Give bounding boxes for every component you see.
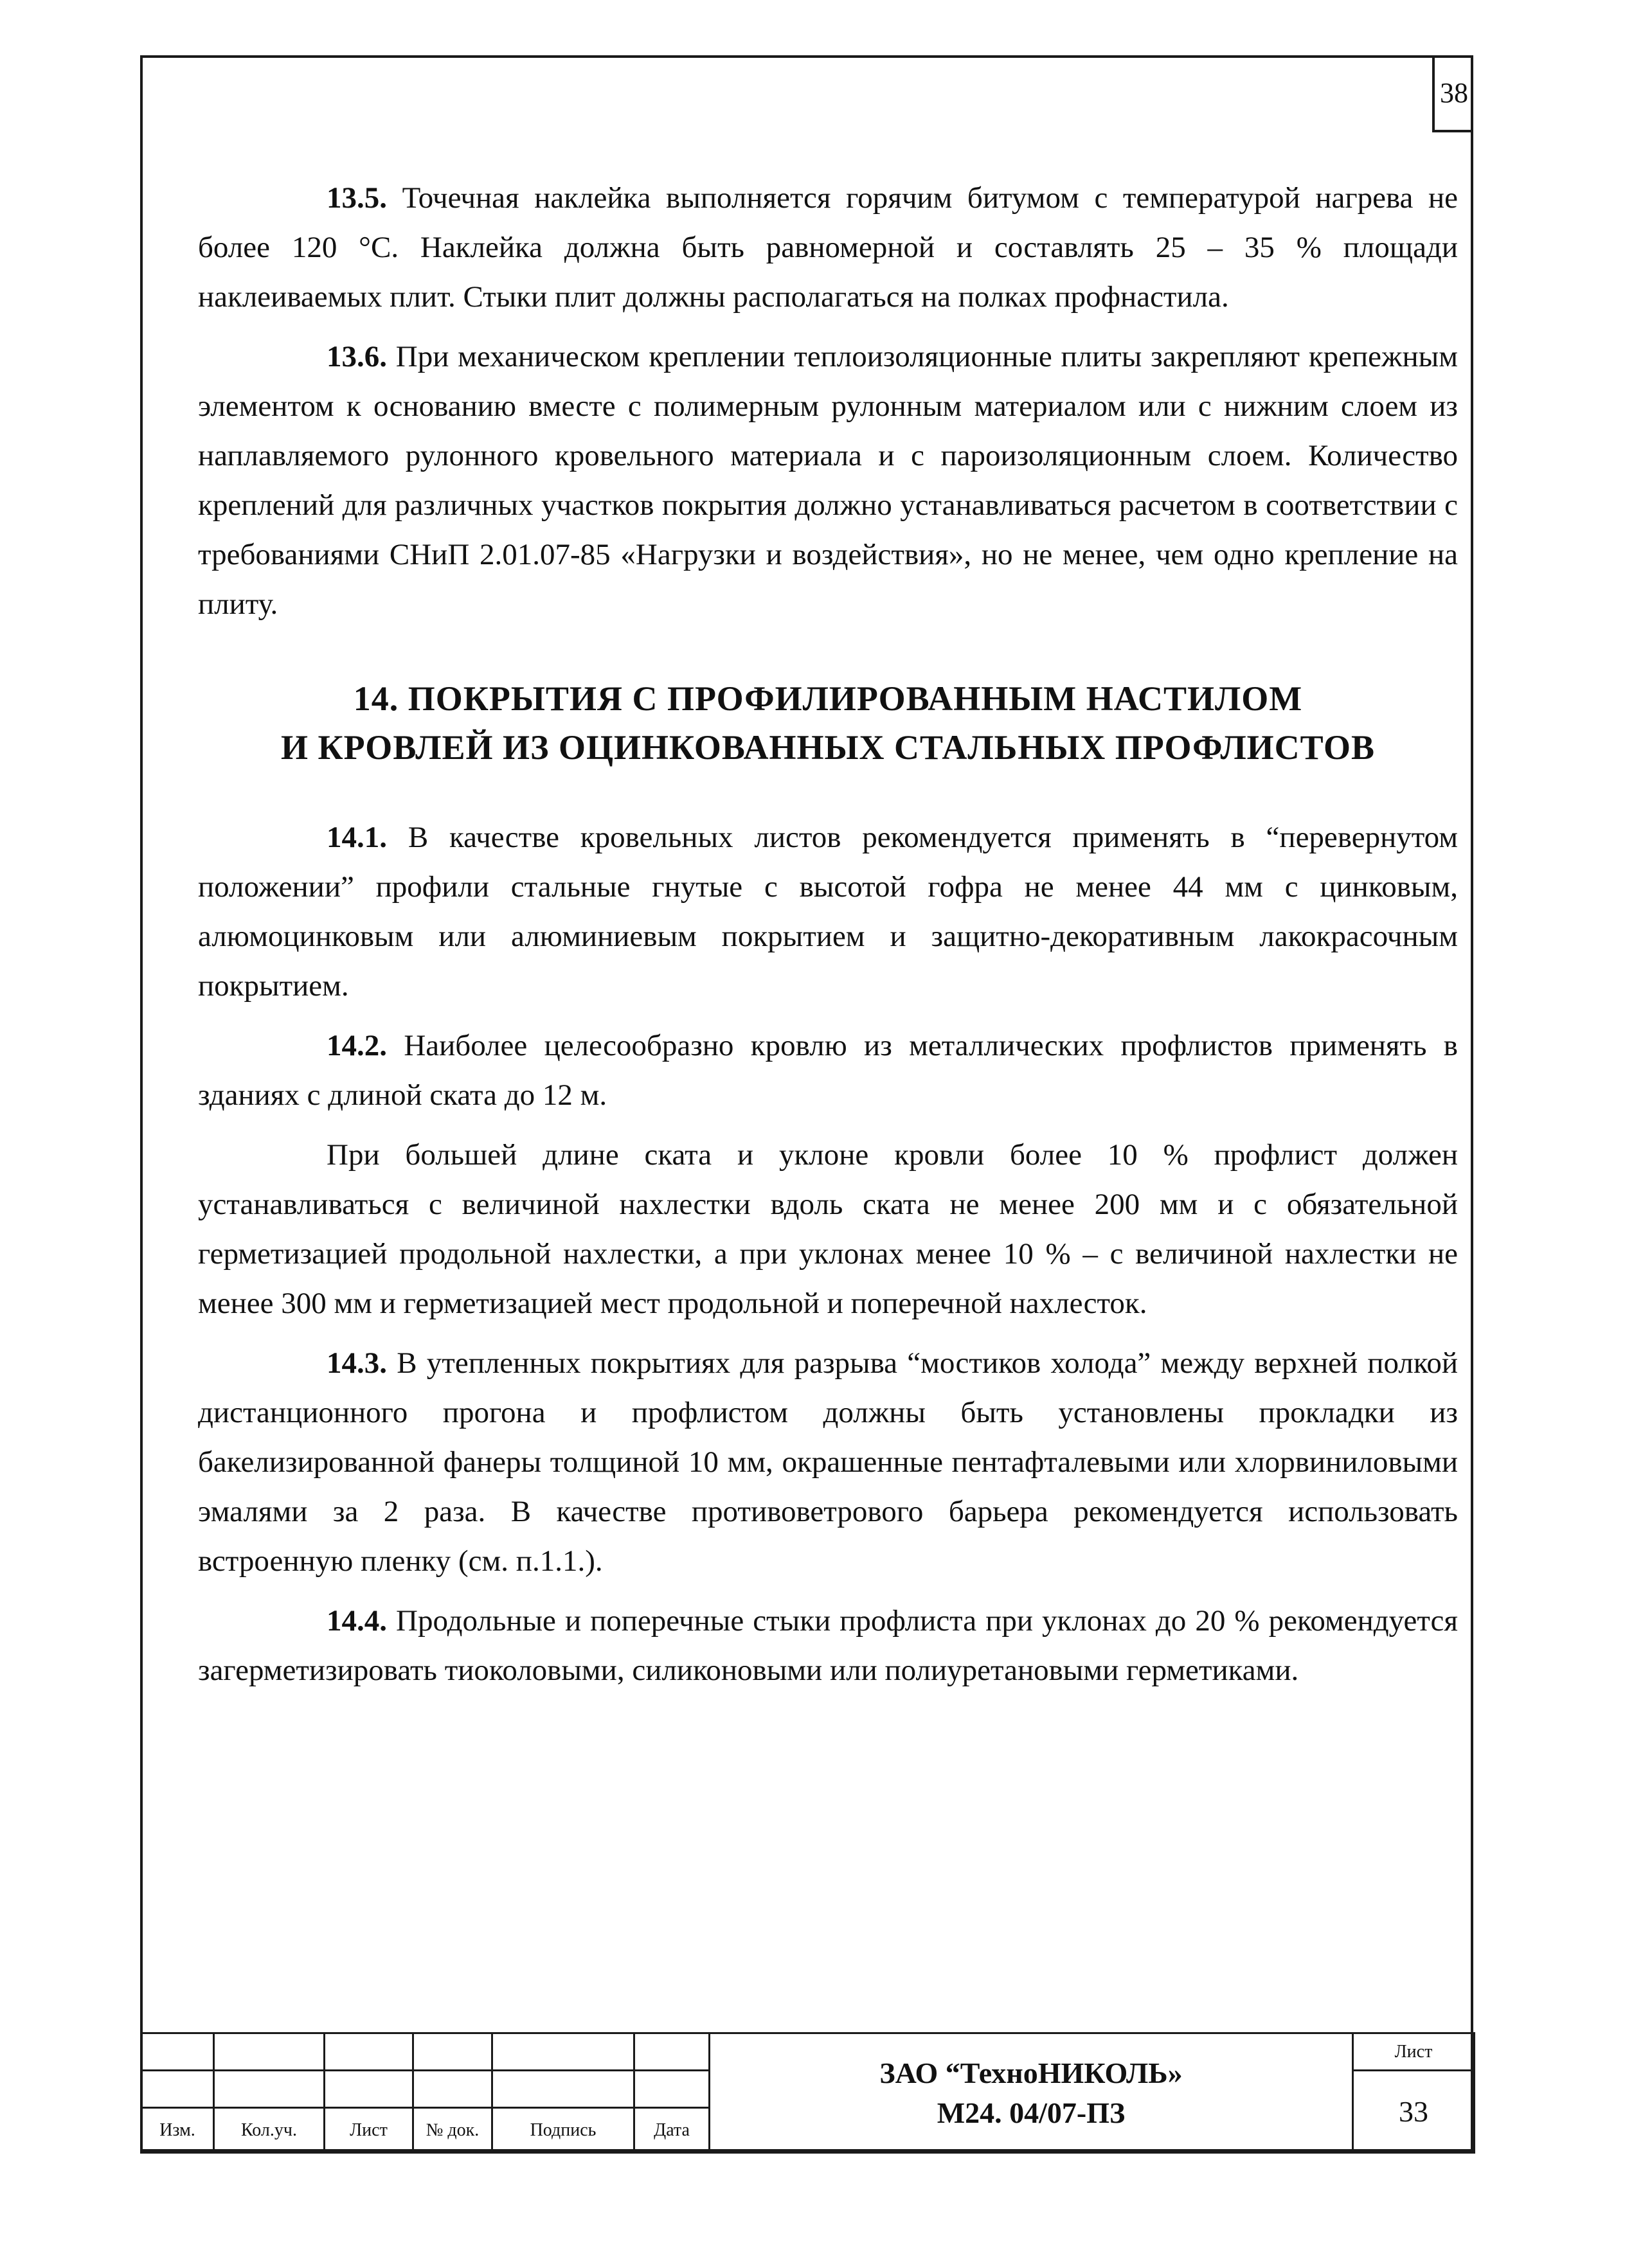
- title-block-organization: [710, 2033, 1353, 2153]
- paragraph-number: 13.6.: [327, 340, 387, 373]
- paragraph-number: 14.1.: [327, 821, 387, 854]
- document-code: М24. 04/07-ПЗ: [937, 2096, 1126, 2129]
- paragraph-14-1: [198, 813, 1458, 1011]
- heading-line-2: И КРОВЛЕЙ ИЗ ОЦИНКОВАННЫХ СТАЛЬНЫХ ПРОФЛИСТОВ: [280, 728, 1376, 767]
- title-block: [140, 2032, 1475, 2154]
- column-list: Лист: [325, 2108, 413, 2153]
- paragraph-text: Продольные и поперечные стыки профлиста при уклонах до 20 % рекомендуется загерметизировать тиоколовыми, силиконовыми или полиуретановыми герметиками.: [198, 1604, 1458, 1687]
- column-kol-uch: Кол.уч.: [214, 2108, 325, 2153]
- paragraph-13-6: [198, 332, 1458, 629]
- paragraph-14-2: [198, 1021, 1458, 1120]
- paragraph-number: 13.5.: [327, 181, 387, 215]
- heading-line-1: 14. ПОКРЫТИЯ С ПРОФИЛИРОВАННЫМ НАСТИЛОМ: [353, 679, 1303, 718]
- sheet-label: Лист: [1353, 2033, 1475, 2071]
- paragraph-text: В качестве кровельных листов рекомендуется применять в “перевернутом положении” профили стальные гнутые с высотой гофра не менее 44 мм с цинковым, алюмоцинковым или алюминиевым покрытием и защитно-декоративным лакокрасочным покрытием.: [198, 821, 1458, 1003]
- paragraph-14-2-continued: [198, 1130, 1458, 1328]
- paragraph-number: 14.4.: [327, 1604, 387, 1638]
- sheet-value: 33: [1353, 2071, 1475, 2153]
- paragraph-text: Точечная наклейка выполняется горячим битумом с температурой нагрева не более 120 °С. Наклейка должна быть равномерной и составлять 25 – 35 % площади наклеиваемых плит. Стыки плит должны располагаться на полках профнастила.: [198, 181, 1458, 314]
- sheet-number: 38: [1440, 76, 1468, 109]
- paragraph-number: 14.2.: [327, 1029, 387, 1062]
- column-data: Дата: [634, 2108, 710, 2153]
- document-body: [198, 174, 1458, 1706]
- paragraph-13-5: [198, 174, 1458, 322]
- paragraph-14-4: [198, 1596, 1458, 1695]
- column-podpis: Подпись: [492, 2108, 634, 2153]
- paragraph-text: При большей длине ската и уклоне кровли более 10 % профлист должен устанавливаться с величиной нахлестки вдоль ската не менее 200 мм и с обязательной герметизацией продольной нахлестки, а при уклонах менее 10 % – с величиной нахлестки не менее 300 мм и герметизацией мест продольной и поперечной нахлесток.: [198, 1138, 1458, 1320]
- section-14-heading: [198, 674, 1458, 772]
- paragraph-text: При механическом креплении теплоизоляционные плиты закрепляют крепежным элементом к основанию вместе с полимерным рулонным материалом или с нижним слоем из наплавляемого рулонного кровельного материала и с пароизоляционным слоем. Количество креплений для различных участков покрытия должно устанавливаться расчетом в соответствии с требованиями СНиП 2.01.07-85 «Нагрузки и воздействия», но не менее, чем одно крепление на плиту.: [198, 340, 1458, 621]
- paragraph-number: 14.3.: [327, 1346, 387, 1380]
- column-izm: Изм.: [141, 2108, 214, 2153]
- organization-name: ЗАО “ТехноНИКОЛЬ»: [879, 2056, 1183, 2089]
- paragraph-text: В утепленных покрытиях для разрыва “мостиков холода” между верхней полкой дистанционного прогона и профлистом должны быть установлены прокладки из бакелизированной фанеры толщиной 10 мм, окрашенные пентафталевыми или хлорвиниловыми эмалями за 2 раза. В качестве противоветрового барьера рекомендуется использовать встроенную пленку (см. п.1.1.).: [198, 1346, 1458, 1578]
- sheet-number-box: [1432, 55, 1473, 132]
- paragraph-14-3: [198, 1339, 1458, 1586]
- column-doc-no: № док.: [413, 2108, 492, 2153]
- paragraph-text: Наиболее целесообразно кровлю из металлических профлистов применять в зданиях с длиной ската до 12 м.: [198, 1029, 1458, 1112]
